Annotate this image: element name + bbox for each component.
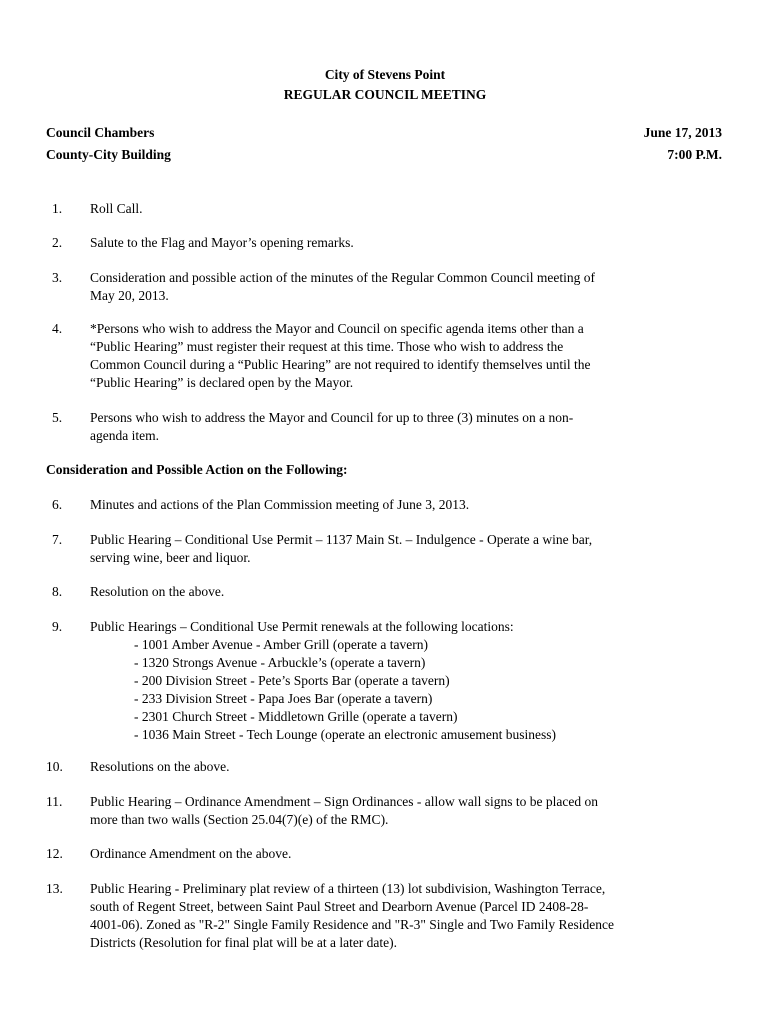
- item-line: “Public Hearing” must register their request at this time. Those who wish to address the: [90, 339, 564, 354]
- item-line: 4001-06). Zoned as "R-2" Single Family Residence and "R-3" Single and Two Family Residence: [90, 917, 615, 932]
- item-number: 8.: [52, 584, 63, 599]
- item-number: 11.: [46, 794, 63, 809]
- item-line: agenda item.: [90, 428, 159, 443]
- item-number: 5.: [52, 410, 63, 425]
- item-line: Public Hearing - Preliminary plat review of a thirteen (13) lot subdivision, Washington Terrace,: [90, 881, 606, 896]
- item-line: “Public Hearing” is declared open by the Mayor.: [90, 375, 354, 390]
- item-text: [90, 531, 720, 567]
- location-line-2: County-City Building: [46, 147, 171, 162]
- location-line: - 2301 Church Street - Middletown Grille (operate a tavern): [134, 709, 458, 724]
- city-title: City of Stevens Point: [324, 67, 446, 82]
- item-line: Consideration and possible action of the minutes of the Regular Common Council meeting of: [90, 270, 596, 285]
- meeting-title: REGULAR COUNCIL MEETING: [283, 87, 487, 102]
- item-text: [90, 880, 720, 952]
- item-number: 3.: [52, 270, 63, 285]
- item-number: 6.: [52, 497, 63, 512]
- item-line: Public Hearing – Ordinance Amendment – Sign Ordinances - allow wall signs to be placed on: [90, 794, 599, 809]
- item-text: [90, 320, 720, 392]
- location-line: - 200 Division Street - Pete’s Sports Bar (operate a tavern): [134, 673, 450, 688]
- item-line: Resolution on the above.: [90, 584, 225, 599]
- item-number: 2.: [52, 235, 63, 250]
- meeting-date: June 17, 2013: [643, 125, 722, 140]
- item-line: May 20, 2013.: [90, 288, 169, 303]
- item-number: 9.: [52, 619, 63, 634]
- item-text: [90, 409, 720, 445]
- item-number: 7.: [52, 532, 63, 547]
- item-line: Persons who wish to address the Mayor and Council for up to three (3) minutes on a non-: [90, 410, 574, 425]
- item-line: Minutes and actions of the Plan Commission meeting of June 3, 2013.: [90, 497, 470, 512]
- location-line: - 233 Division Street - Papa Joes Bar (operate a tavern): [134, 691, 433, 706]
- item-number: 4.: [52, 321, 63, 336]
- section-heading: Consideration and Possible Action on the Following:: [46, 462, 348, 477]
- location-line-1: Council Chambers: [46, 125, 155, 140]
- item-text: [90, 793, 720, 829]
- item-line: Common Council during a “Public Hearing” are not required to identify themselves until the: [90, 357, 591, 372]
- item-line: Ordinance Amendment on the above.: [90, 846, 292, 861]
- item-line: Resolutions on the above.: [90, 759, 230, 774]
- item-line: *Persons who wish to address the Mayor and Council on specific agenda items other than a: [90, 321, 584, 336]
- item-text: [90, 583, 720, 601]
- item-number: 12.: [46, 846, 63, 861]
- item-line: Public Hearings – Conditional Use Permit renewals at the following locations:: [90, 619, 514, 634]
- item-number: 1.: [52, 201, 63, 216]
- location-line: - 1036 Main Street - Tech Lounge (operate an electronic amusement business): [134, 727, 557, 742]
- item-line: Public Hearing – Conditional Use Permit – 1137 Main St. – Indulgence - Operate a wine bar,: [90, 532, 593, 547]
- item-text: [90, 845, 720, 863]
- meeting-time: 7:00 P.M.: [667, 147, 722, 162]
- item-number: 10.: [46, 759, 63, 774]
- item-line: Roll Call.: [90, 201, 143, 216]
- item-line: south of Regent Street, between Saint Paul Street and Dearborn Avenue (Parcel ID 2408-28-: [90, 899, 589, 914]
- item-number: 13.: [46, 881, 63, 896]
- item-line: serving wine, beer and liquor.: [90, 550, 251, 565]
- location-line: - 1320 Strongs Avenue - Arbuckle’s (operate a tavern): [134, 655, 426, 670]
- item-text: [90, 618, 720, 744]
- item-line: Salute to the Flag and Mayor’s opening remarks.: [90, 235, 354, 250]
- location-line: - 1001 Amber Avenue - Amber Grill (operate a tavern): [134, 637, 429, 652]
- item-line: Districts (Resolution for final plat will be at a later date).: [90, 935, 398, 950]
- item-text: [90, 269, 720, 305]
- item-line: more than two walls (Section 25.04(7)(e) of the RMC).: [90, 812, 389, 827]
- item-text: [90, 234, 720, 252]
- item-text: [90, 200, 720, 218]
- item-text: [90, 758, 720, 776]
- item-text: [90, 496, 720, 514]
